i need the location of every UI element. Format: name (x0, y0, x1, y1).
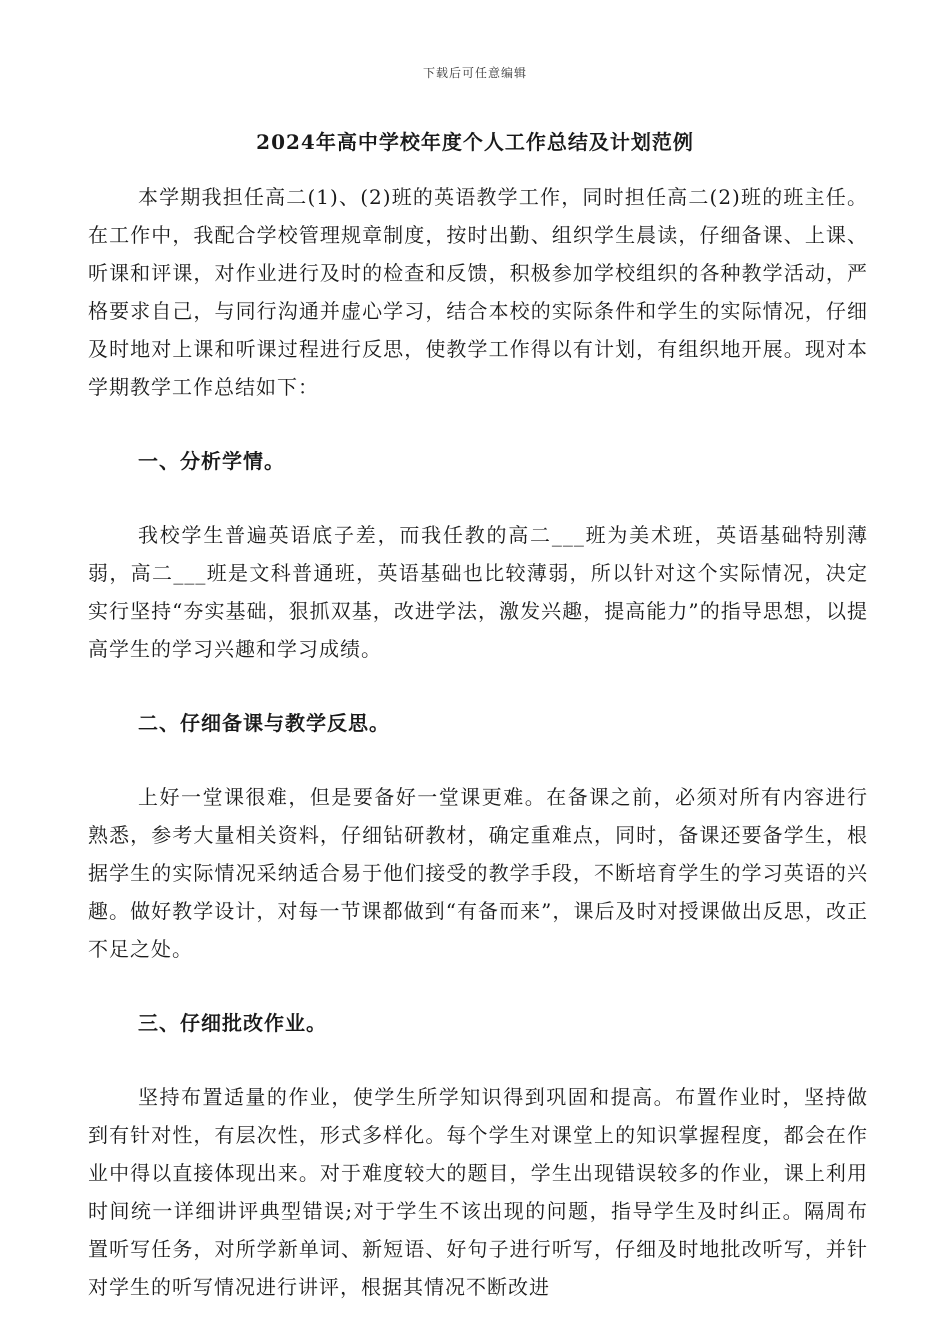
section-paragraph-2: 上好一堂课很难，但是要备好一堂课更难。在备课之前，必须对所有内容进行熟悉，参考大量相关资料，仔细钻研教材，确定重难点，同时，备课还要备学生，根据学生的实际情况采纳适合易于他们接受的教学手段，不断培育学生的学习英语的兴趣。做好教学设计，对每一节课都做到“有备而来”，课后及时对授课做出反思，改正不足之处。 (88, 785, 868, 961)
document-body (88, 178, 868, 1306)
header-note: 下载后可任意编辑 (422, 66, 527, 80)
section-heading-3: 三、仔细批改作业。 (138, 1011, 327, 1035)
section-paragraph-1: 我校学生普遍英语底子差，而我任教的高二___班为美术班，英语基础特别薄弱，高二___班是文科普通班，英语基础也比较薄弱，所以针对这个实际情况，决定实行坚持“夯实基础，狠抓双基，改进学法，激发兴趣，提高能力”的指导思想，以提高学生的学习兴趣和学习成绩。 (88, 523, 868, 661)
section-paragraph-3: 坚持布置适量的作业，使学生所学知识得到巩固和提高。布置作业时，坚持做到有针对性，有层次性，形式多样化。每个学生对课堂上的知识掌握程度，都会在作业中得以直接体现出来。对于难度较大的题目，学生出现错误较多的作业，课上利用时间统一详细讲评典型错误;对于学生不该出现的问题，指导学生及时纠正。隔周布置听写任务，对所学新单词、新短语、好句子进行听写，仔细及时地批改听写，并针对学生的听写情况进行讲评，根据其情况不断改进 (88, 1085, 868, 1299)
document-title: 2024年高中学校年度个人工作总结及计划范例 (256, 130, 694, 154)
section-heading-2: 二、仔细备课与教学反思。 (138, 711, 390, 735)
section-heading-1: 一、分析学情。 (138, 449, 285, 473)
intro-paragraph: 本学期我担任高二(1)、(2)班的英语教学工作，同时担任高二(2)班的班主任。在工作中，我配合学校管理规章制度，按时出勤、组织学生晨读，仔细备课、上课、听课和评课，对作业进行及时的检查和反馈，积极参加学校组织的各种教学活动，严格要求自己，与同行沟通并虚心学习，结合本校的实际条件和学生的实际情况，仔细及时地对上课和听课过程进行反思，使教学工作得以有计划，有组织地开展。现对本学期教学工作总结如下： (88, 185, 868, 399)
